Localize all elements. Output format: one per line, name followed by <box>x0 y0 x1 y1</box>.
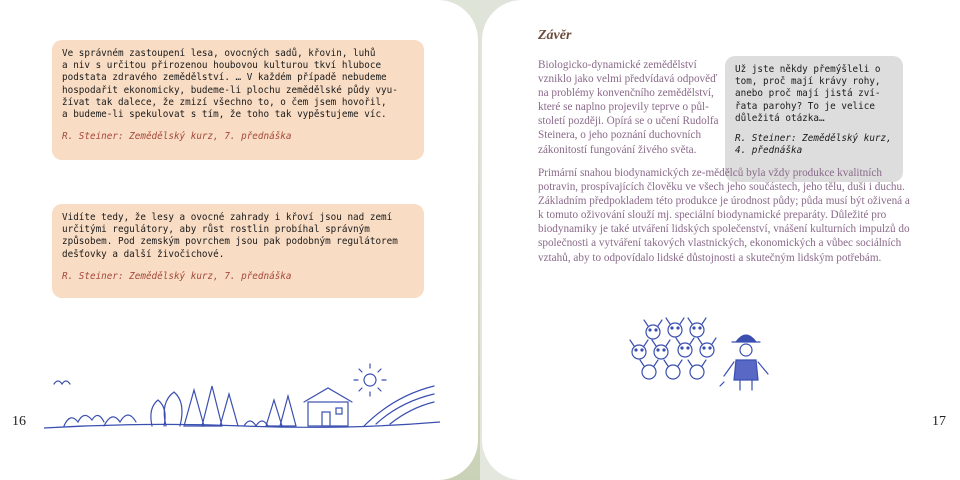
quote-text: Už jste někdy přemýšleli o tom, proč mají krávy rohy, anebo proč mají jistá zví- řata parohy? To je velice důležitá otázka… <box>735 64 881 124</box>
quote-box-regulators <box>52 204 424 298</box>
landscape-drawing <box>44 362 440 434</box>
page-number-left: 16 <box>12 414 26 429</box>
quote-box-forest <box>52 40 424 160</box>
cows-farmer-drawing <box>624 312 784 392</box>
quote-text: Vidíte tedy, že lesy a ovocné zahrady i křoví jsou nad zemí určitými regulátory, aby růst rostlin probíhal správným způsobem. Pod zemským povrchem jsou pak podobným regulátorem dešťovky a další živočichové. <box>62 212 398 260</box>
quote-text: Ve správném zastoupení lesa, ovocných sadů, křovin, luhů a niv s určitou přirozenou houbovou kulturou tkví hluboce podstata zdravého zemědělství. … V každém případě nebudeme hospodařit ekonomicky, budeme-li plochu zemědělské půdy vyu- žívat tak dalece, že zmizí všechno to, o čem jsem hovořil, a budeme-li spekulovat s tím, že toho tak vypěstujeme víc. <box>62 48 398 121</box>
paragraph-main: Primární snahou biodynamických ze-mědělců byla vždy produkce kvalitních potravin, prospívajících člověku ve všech jeho součástech, jeho tělu, duši i duchu. Základním předpokladem této produkce je úrodnost půdy; půda musí být oživená a k tomuto oživování slouží mj. speciální biodynamické preparáty. Důležité pro biodynamiky je také utváření lidských společenství, vnášení kulturních impulzů do společnosti a vytváření takových vlastnických, ekonomických a vůbec sociálních vztahů, aby to odpovídalo lidské důstojnosti a skutečným lidským potřebám. <box>538 167 910 264</box>
quote-box-cows <box>725 56 903 182</box>
page-number-right: 17 <box>932 414 946 429</box>
quote-citation: R. Steiner: Zemědělský kurz, 4. přednáška <box>735 133 892 157</box>
quote-citation: R. Steiner: Zemědělský kurz, 7. přednáška <box>62 131 292 143</box>
paragraph-intro: Biologicko-dynamické zemědělství vzniklo jako velmi předvídavá odpověď na problémy konvenčního zemědělství, které se naplno projevily teprve o půl-století později. Opírá se o učení Rudolfa Steinera, o jeho poznání duchovních zákonitostí fungování živého světa. <box>538 59 719 156</box>
quote-citation: R. Steiner: Zemědělský kurz, 7. přednáška <box>62 270 292 282</box>
section-heading: Závěr <box>538 28 572 43</box>
